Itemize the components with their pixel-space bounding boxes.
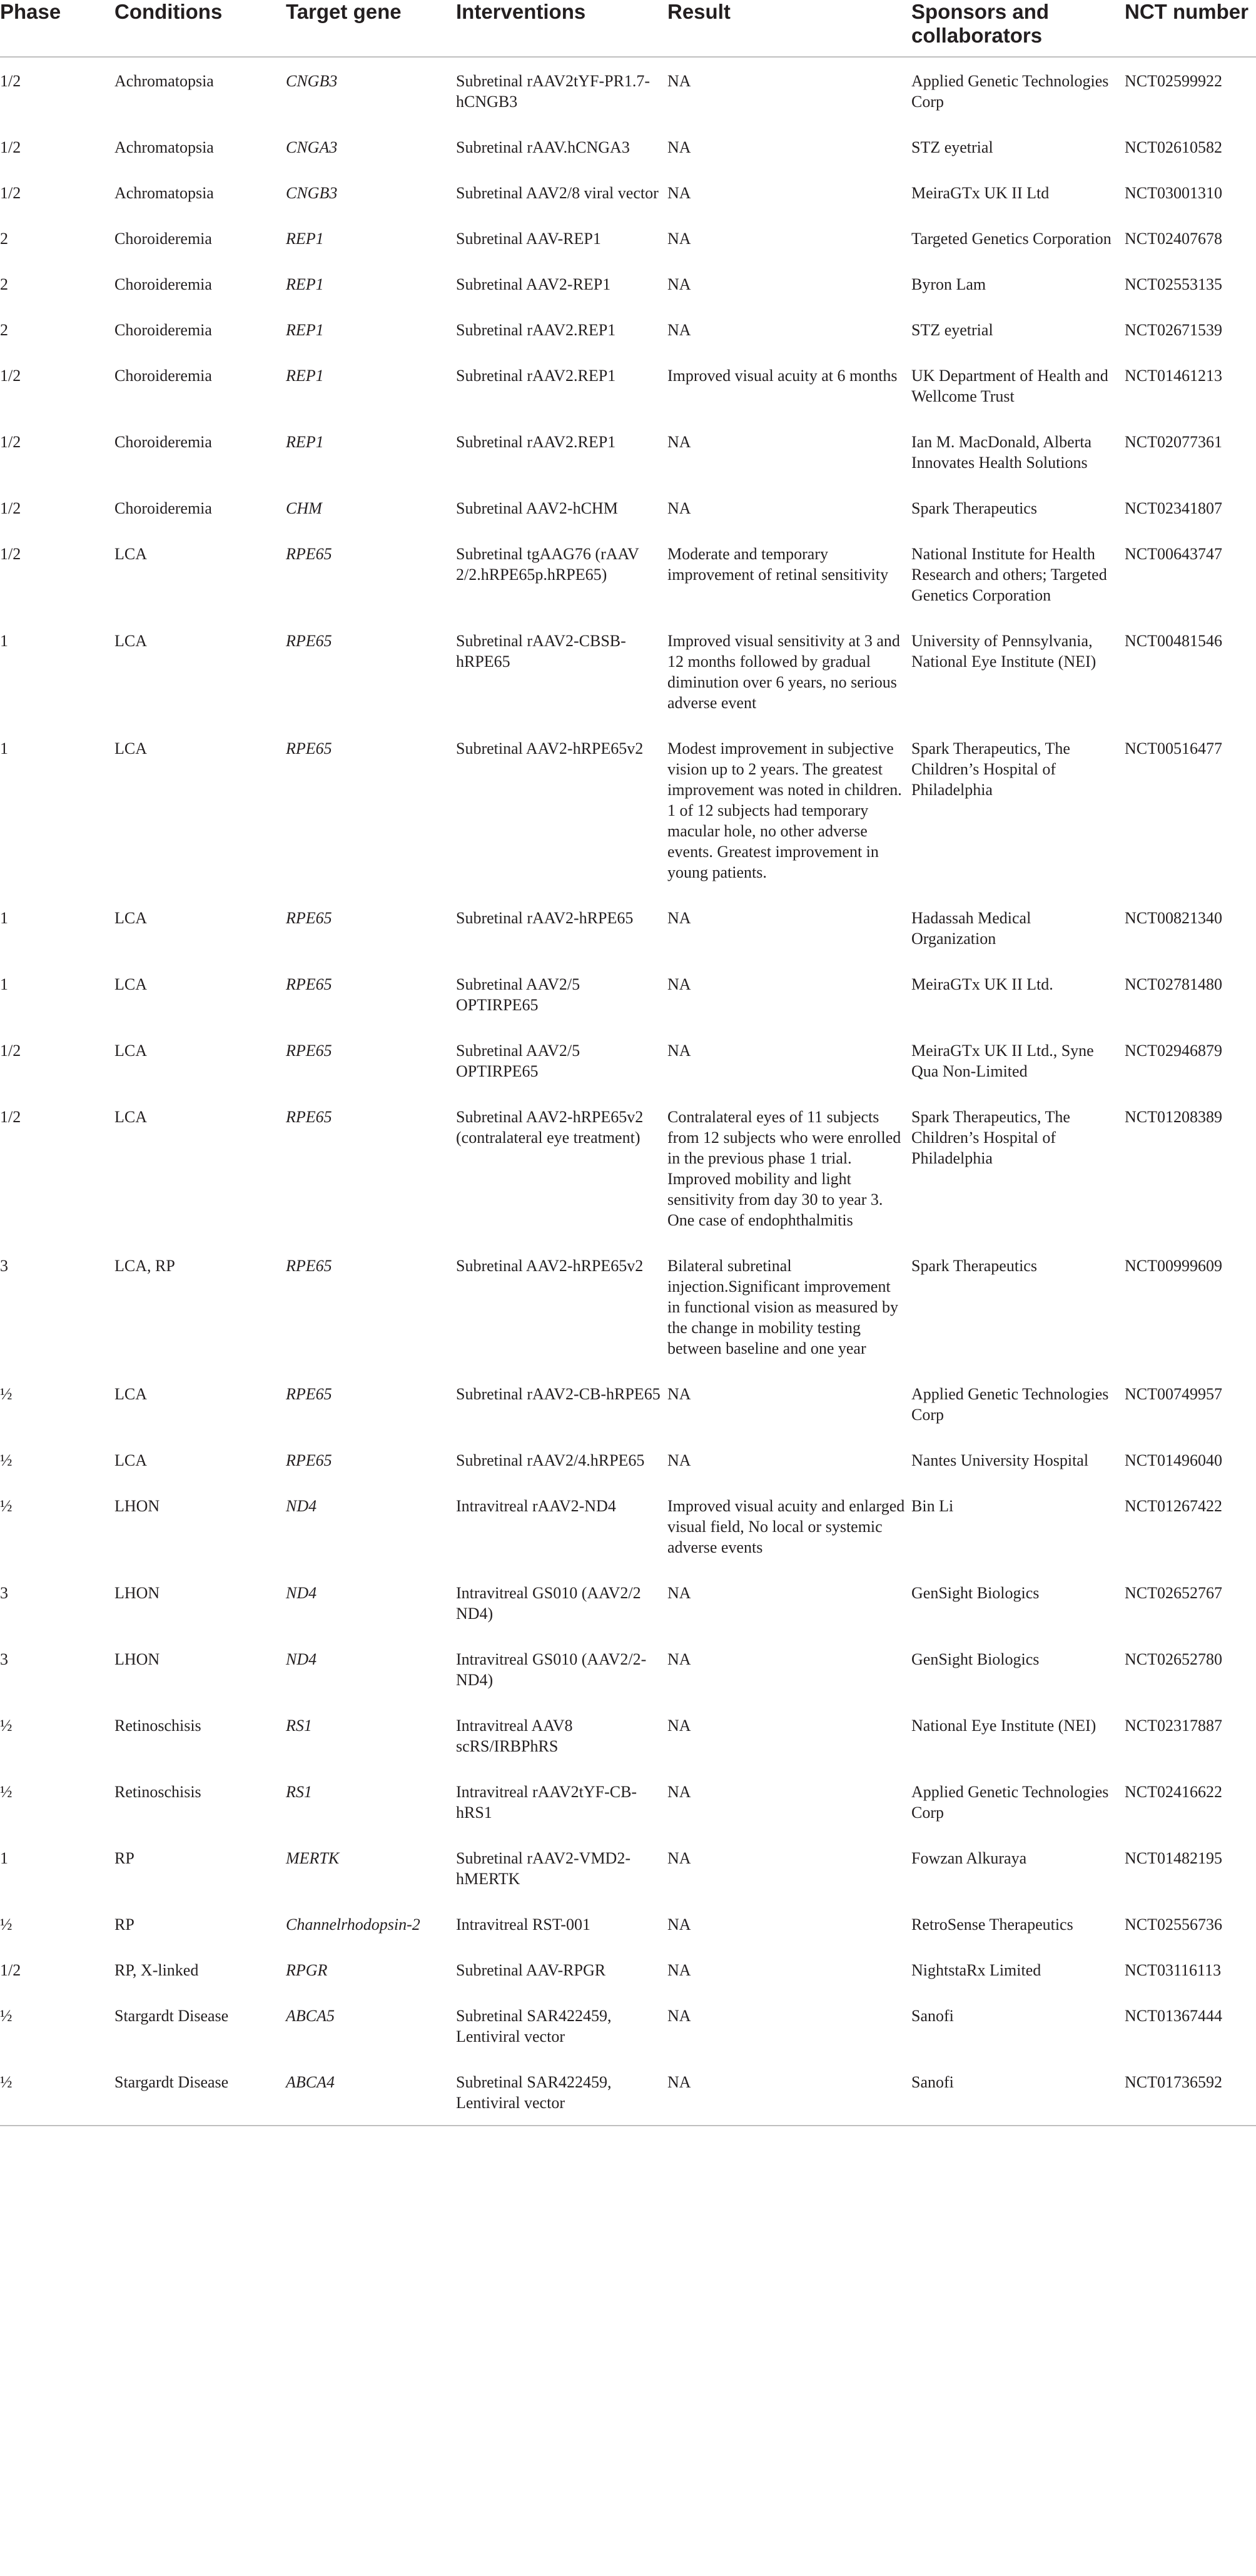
sponsor-cell: Applied Genetic Technologies Corp xyxy=(911,1783,1109,1822)
phase-cell: 1 xyxy=(0,632,8,650)
intervention-cell: Intravitreal RST-001 xyxy=(456,1915,590,1934)
table-row xyxy=(0,1483,1256,1569)
nct-number-cell: NCT00516477 xyxy=(1125,739,1222,758)
header-conditions: Conditions xyxy=(114,0,286,57)
phase-cell: ½ xyxy=(0,1716,13,1735)
intervention-cell: Subretinal AAV2/5 OPTIRPE65 xyxy=(456,1042,580,1080)
nct-number-cell: NCT03116113 xyxy=(1125,1961,1222,1979)
intervention-cell: Subretinal AAV2-hRPE65v2 xyxy=(456,1257,644,1275)
condition-cell: LHON xyxy=(114,1650,160,1668)
table-row xyxy=(0,307,1256,352)
result-cell: NA xyxy=(667,1783,691,1801)
intervention-cell: Subretinal AAV2-hRPE65v2 xyxy=(456,739,644,758)
intervention-cell: Subretinal SAR422459, Lentiviral vector xyxy=(456,2007,612,2046)
result-cell: NA xyxy=(667,72,691,90)
target-gene-cell: REP1 xyxy=(286,367,324,385)
sponsor-cell: Byron Lam xyxy=(911,275,986,293)
sponsor-cell: Applied Genetic Technologies Corp xyxy=(911,72,1109,111)
intervention-cell: Subretinal AAV2-hCHM xyxy=(456,499,618,517)
condition-cell: Choroideremia xyxy=(114,499,212,517)
table-row xyxy=(0,1992,1256,2059)
phase-cell: ½ xyxy=(0,1497,13,1515)
target-gene-cell: MERTK xyxy=(286,1849,340,1867)
intervention-cell: Subretinal rAAV2.REP1 xyxy=(456,433,616,451)
condition-cell: Choroideremia xyxy=(114,367,212,385)
target-gene-cell: ND4 xyxy=(286,1584,317,1602)
nct-number-cell: NCT00481546 xyxy=(1125,632,1222,650)
target-gene-cell: Channelrhodopsin-2 xyxy=(286,1915,420,1934)
sponsor-cell: Targeted Genetics Corporation xyxy=(911,230,1112,248)
condition-cell: LCA xyxy=(114,1451,147,1469)
sponsor-cell: Spark Therapeutics xyxy=(911,1257,1037,1275)
sponsor-cell: STZ eyetrial xyxy=(911,321,993,339)
target-gene-cell: RPE65 xyxy=(286,975,332,993)
condition-cell: LHON xyxy=(114,1584,160,1602)
target-gene-cell: CNGB3 xyxy=(286,72,338,90)
result-cell: NA xyxy=(667,2007,691,2025)
header-nct-number: NCT number xyxy=(1125,0,1256,57)
sponsor-cell: Ian M. MacDonald, Alberta Innovates Health Solutions xyxy=(911,433,1092,472)
phase-cell: ½ xyxy=(0,1783,13,1801)
nct-number-cell: NCT01461213 xyxy=(1125,367,1222,385)
result-cell: NA xyxy=(667,499,691,517)
table-row xyxy=(0,1371,1256,1437)
phase-cell: ½ xyxy=(0,2007,13,2025)
table-body xyxy=(0,57,1256,2126)
table-header xyxy=(0,0,1256,57)
target-gene-cell: ND4 xyxy=(286,1650,317,1668)
nct-number-cell: NCT00821340 xyxy=(1125,909,1222,927)
table-row xyxy=(0,1901,1256,1947)
result-cell: NA xyxy=(667,184,691,202)
condition-cell: LCA xyxy=(114,975,147,993)
condition-cell: Choroideremia xyxy=(114,275,212,293)
sponsor-cell: MeiraGTx UK II Ltd. xyxy=(911,975,1053,993)
result-cell: NA xyxy=(667,1385,691,1403)
sponsor-cell: Nantes University Hospital xyxy=(911,1451,1089,1469)
result-cell: NA xyxy=(667,321,691,339)
phase-cell: 1/2 xyxy=(0,72,21,90)
target-gene-cell: CNGA3 xyxy=(286,138,338,156)
phase-cell: 1/2 xyxy=(0,138,21,156)
nct-number-cell: NCT02652780 xyxy=(1125,1650,1222,1668)
intervention-cell: Subretinal AAV2/5 OPTIRPE65 xyxy=(456,975,580,1014)
phase-cell: 1/2 xyxy=(0,1108,21,1126)
intervention-cell: Subretinal rAAV2-hRPE65 xyxy=(456,909,634,927)
sponsor-cell: GenSight Biologics xyxy=(911,1650,1040,1668)
phase-cell: 1/2 xyxy=(0,367,21,385)
target-gene-cell: RS1 xyxy=(286,1783,312,1801)
result-cell: NA xyxy=(667,1716,691,1735)
condition-cell: Achromatopsia xyxy=(114,138,214,156)
intervention-cell: Subretinal AAV2-REP1 xyxy=(456,275,611,293)
target-gene-cell: CNGB3 xyxy=(286,184,338,202)
sponsor-cell: MeiraGTx UK II Ltd xyxy=(911,184,1050,202)
table-row xyxy=(0,961,1256,1027)
condition-cell: Choroideremia xyxy=(114,321,212,339)
condition-cell: Retinoschisis xyxy=(114,1783,201,1801)
phase-cell: 1/2 xyxy=(0,433,21,451)
sponsor-cell: University of Pennsylvania, National Eye Institute (NEI) xyxy=(911,632,1096,671)
table-row xyxy=(0,1027,1256,1093)
header-interventions: Interventions xyxy=(456,0,667,57)
result-cell: NA xyxy=(667,1584,691,1602)
phase-cell: 1/2 xyxy=(0,1961,21,1979)
sponsor-cell: GenSight Biologics xyxy=(911,1584,1040,1602)
condition-cell: Achromatopsia xyxy=(114,184,214,202)
nct-number-cell: NCT02416622 xyxy=(1125,1783,1222,1801)
sponsor-cell: Applied Genetic Technologies Corp xyxy=(911,1385,1109,1424)
target-gene-cell: RPE65 xyxy=(286,632,332,650)
intervention-cell: Subretinal AAV2-hRPE65v2 (contralateral eye treatment) xyxy=(456,1108,644,1147)
nct-number-cell: NCT00643747 xyxy=(1125,545,1222,563)
table-row xyxy=(0,215,1256,261)
nct-number-cell: NCT00749957 xyxy=(1125,1385,1222,1403)
sponsor-cell: Sanofi xyxy=(911,2059,1125,2126)
result-cell: NA xyxy=(667,1915,691,1934)
intervention-cell: Subretinal rAAV2/4.hRPE65 xyxy=(456,1451,645,1469)
result-cell: Moderate and temporary improvement of retinal sensitivity xyxy=(667,545,889,584)
nct-number-cell: NCT02317887 xyxy=(1125,1716,1222,1735)
nct-number-cell: NCT01267422 xyxy=(1125,1497,1222,1515)
phase-cell: 2 xyxy=(0,321,8,339)
target-gene-cell: ND4 xyxy=(286,1497,317,1515)
sponsor-cell: STZ eyetrial xyxy=(911,138,993,156)
nct-number-cell: NCT02781480 xyxy=(1125,975,1222,993)
result-cell: NA xyxy=(667,909,691,927)
target-gene-cell: RPE65 xyxy=(286,909,332,927)
intervention-cell: Subretinal rAAV2.REP1 xyxy=(456,367,616,385)
header-row xyxy=(0,0,1256,57)
table-row xyxy=(0,57,1256,124)
intervention-cell: Subretinal rAAV2-CB-hRPE65 xyxy=(456,1385,661,1403)
table-row xyxy=(0,170,1256,215)
target-gene-cell: ABCA5 xyxy=(286,2007,335,2025)
phase-cell: 3 xyxy=(0,1650,8,1668)
target-gene-cell: ABCA4 xyxy=(286,2059,456,2126)
result-cell: NA xyxy=(667,275,691,293)
nct-number-cell: NCT01496040 xyxy=(1125,1451,1222,1469)
intervention-cell: Subretinal rAAV2-VMD2-hMERTK xyxy=(456,1849,631,1888)
sponsor-cell: Spark Therapeutics, The Children’s Hospital of Philadelphia xyxy=(911,1108,1070,1167)
sponsor-cell: Hadassah Medical Organization xyxy=(911,909,1031,948)
nct-number-cell: NCT01482195 xyxy=(1125,1849,1222,1867)
result-cell: Bilateral subretinal injection.Significant improvement in functional vision as measured by the change in mobility testing between baseline and one year xyxy=(667,1257,898,1357)
intervention-cell: Subretinal rAAV2tYF-PR1.7-hCNGB3 xyxy=(456,72,651,111)
table-row xyxy=(0,530,1256,617)
intervention-cell: Intravitreal rAAV2-ND4 xyxy=(456,1497,616,1515)
table-row xyxy=(0,1835,1256,1901)
target-gene-cell: REP1 xyxy=(286,433,324,451)
intervention-cell: Intravitreal AAV8 scRS/IRBPhRS xyxy=(456,1716,573,1755)
intervention-cell: Subretinal SAR422459, Lentiviral vector xyxy=(456,2059,667,2126)
condition-cell: LCA xyxy=(114,739,147,758)
target-gene-cell: REP1 xyxy=(286,275,324,293)
intervention-cell: Intravitreal rAAV2tYF-CB-hRS1 xyxy=(456,1783,637,1822)
target-gene-cell: REP1 xyxy=(286,230,324,248)
nct-number-cell: NCT02077361 xyxy=(1125,433,1222,451)
intervention-cell: Subretinal tgAAG76 (rAAV 2/2.hRPE65p.hRPE65) xyxy=(456,545,639,584)
condition-cell: LCA xyxy=(114,1108,147,1126)
result-cell: Contralateral eyes of 11 subjects from 12 subjects who were enrolled in the previous phase 1 trial. Improved mobility and light sensitivity from day 30 to year 3. One case of endophthalmitis xyxy=(667,1108,901,1229)
header-result: Result xyxy=(667,0,911,57)
nct-number-cell: NCT01208389 xyxy=(1125,1108,1222,1126)
intervention-cell: Subretinal rAAV.hCNGA3 xyxy=(456,138,630,156)
condition-cell: Stargardt Disease xyxy=(114,2059,286,2126)
target-gene-cell: RS1 xyxy=(286,1716,312,1735)
table-row xyxy=(0,725,1256,895)
table-row xyxy=(0,352,1256,418)
nct-number-cell: NCT02652767 xyxy=(1125,1584,1222,1602)
header-sponsors: Sponsors and collaborators xyxy=(911,0,1125,57)
nct-number-cell: NCT02407678 xyxy=(1125,230,1222,248)
condition-cell: RP xyxy=(114,1849,134,1867)
table-row xyxy=(0,1702,1256,1768)
phase-cell: ½ xyxy=(0,1915,13,1934)
condition-cell: Retinoschisis xyxy=(114,1716,201,1735)
table-row xyxy=(0,261,1256,307)
nct-number-cell: NCT02610582 xyxy=(1125,138,1222,156)
condition-cell: RP xyxy=(114,1915,134,1934)
sponsor-cell: National Eye Institute (NEI) xyxy=(911,1716,1096,1735)
result-cell: Modest improvement in subjective vision up to 2 years. The greatest improvement was noted in children. 1 of 12 subjects had temporary macular hole, no other adverse events. Greatest improvement in young patients. xyxy=(667,739,902,881)
table-row xyxy=(0,1768,1256,1835)
condition-cell: LHON xyxy=(114,1497,160,1515)
condition-cell: Achromatopsia xyxy=(114,72,214,90)
condition-cell: Choroideremia xyxy=(114,230,212,248)
condition-cell: RP, X-linked xyxy=(114,1961,199,1979)
table-row xyxy=(0,485,1256,530)
table-row xyxy=(0,418,1256,485)
target-gene-cell: RPE65 xyxy=(286,1108,332,1126)
sponsor-cell: NightstaRx Limited xyxy=(911,1961,1041,1979)
phase-cell: 2 xyxy=(0,230,8,248)
table-row xyxy=(0,1947,1256,1992)
sponsor-cell: National Institute for Health Research and others; Targeted Genetics Corporation xyxy=(911,545,1107,604)
nct-number-cell: NCT02946879 xyxy=(1125,1042,1222,1060)
condition-cell: LCA xyxy=(114,1042,147,1060)
phase-cell: 3 xyxy=(0,1257,8,1275)
table-row xyxy=(0,895,1256,961)
phase-cell: 1/2 xyxy=(0,545,21,563)
sponsor-cell: Sanofi xyxy=(911,2007,954,2025)
intervention-cell: Intravitreal GS010 (AAV2/2 ND4) xyxy=(456,1584,641,1623)
phase-cell: 1 xyxy=(0,909,8,927)
intervention-cell: Intravitreal GS010 (AAV2/2-ND4) xyxy=(456,1650,647,1689)
target-gene-cell: RPE65 xyxy=(286,545,332,563)
table-row xyxy=(0,617,1256,725)
table-row xyxy=(0,2059,1256,2126)
result-cell: NA xyxy=(667,230,691,248)
condition-cell: Stargardt Disease xyxy=(114,2007,229,2025)
sponsor-cell: RetroSense Therapeutics xyxy=(911,1915,1073,1934)
result-cell: NA xyxy=(667,1849,691,1867)
header-target-gene: Target gene xyxy=(286,0,456,57)
target-gene-cell: RPE65 xyxy=(286,1042,332,1060)
phase-cell: ½ xyxy=(0,2059,114,2126)
result-cell: NA xyxy=(667,1042,691,1060)
nct-number-cell: NCT01367444 xyxy=(1125,2007,1222,2025)
intervention-cell: Subretinal AAV2/8 viral vector xyxy=(456,184,659,202)
nct-number-cell: NCT01736592 xyxy=(1125,2059,1256,2126)
result-cell: NA xyxy=(667,1961,691,1979)
phase-cell: 3 xyxy=(0,1584,8,1602)
nct-number-cell: NCT00999609 xyxy=(1125,1257,1222,1275)
intervention-cell: Subretinal rAAV2.REP1 xyxy=(456,321,616,339)
phase-cell: ½ xyxy=(0,1451,13,1469)
table-row xyxy=(0,124,1256,170)
condition-cell: LCA xyxy=(114,909,147,927)
intervention-cell: Subretinal AAV-REP1 xyxy=(456,230,601,248)
phase-cell: 1 xyxy=(0,739,8,758)
result-cell: NA xyxy=(667,1650,691,1668)
phase-cell: ½ xyxy=(0,1385,13,1403)
sponsor-cell: Fowzan Alkuraya xyxy=(911,1849,1027,1867)
result-cell: Improved visual acuity and enlarged visual field, No local or systemic adverse events xyxy=(667,1497,905,1556)
sponsor-cell: MeiraGTx UK II Ltd., Syne Qua Non-Limited xyxy=(911,1042,1094,1080)
target-gene-cell: RPE65 xyxy=(286,739,332,758)
target-gene-cell: RPE65 xyxy=(286,1257,332,1275)
condition-cell: Choroideremia xyxy=(114,433,212,451)
sponsor-cell: Spark Therapeutics xyxy=(911,499,1037,517)
nct-number-cell: NCT02553135 xyxy=(1125,275,1222,293)
sponsor-cell: Bin Li xyxy=(911,1497,954,1515)
result-cell: Improved visual sensitivity at 3 and 12 months followed by gradual diminution over 6 years, no serious adverse event xyxy=(667,632,900,712)
table-row xyxy=(0,1636,1256,1702)
phase-cell: 1/2 xyxy=(0,184,21,202)
target-gene-cell: REP1 xyxy=(286,321,324,339)
phase-cell: 1 xyxy=(0,1849,8,1867)
condition-cell: LCA xyxy=(114,1385,147,1403)
sponsor-cell: UK Department of Health and Wellcome Trust xyxy=(911,367,1108,405)
result-cell: NA xyxy=(667,1451,691,1469)
nct-number-cell: NCT02556736 xyxy=(1125,1915,1222,1934)
target-gene-cell: RPGR xyxy=(286,1961,328,1979)
intervention-cell: Subretinal rAAV2-CBSB-hRPE65 xyxy=(456,632,626,671)
result-cell: Improved visual acuity at 6 months xyxy=(667,367,898,385)
sponsor-cell: Spark Therapeutics, The Children’s Hospital of Philadelphia xyxy=(911,739,1070,799)
phase-cell: 1/2 xyxy=(0,1042,21,1060)
condition-cell: LCA xyxy=(114,632,147,650)
phase-cell: 1 xyxy=(0,975,8,993)
nct-number-cell: NCT02341807 xyxy=(1125,499,1222,517)
target-gene-cell: RPE65 xyxy=(286,1451,332,1469)
phase-cell: 2 xyxy=(0,275,8,293)
result-cell: NA xyxy=(667,2059,911,2126)
phase-cell: 1/2 xyxy=(0,499,21,517)
table-row xyxy=(0,1242,1256,1371)
header-phase: Phase xyxy=(0,0,114,57)
table-row xyxy=(0,1093,1256,1242)
target-gene-cell: RPE65 xyxy=(286,1385,332,1403)
condition-cell: LCA xyxy=(114,545,147,563)
result-cell: NA xyxy=(667,138,691,156)
target-gene-cell: CHM xyxy=(286,499,322,517)
intervention-cell: Subretinal AAV-RPGR xyxy=(456,1961,606,1979)
result-cell: NA xyxy=(667,975,691,993)
result-cell: NA xyxy=(667,433,691,451)
table-row xyxy=(0,1437,1256,1483)
condition-cell: LCA, RP xyxy=(114,1257,175,1275)
nct-number-cell: NCT03001310 xyxy=(1125,184,1222,202)
table-row xyxy=(0,1569,1256,1636)
nct-number-cell: NCT02671539 xyxy=(1125,321,1222,339)
nct-number-cell: NCT02599922 xyxy=(1125,72,1222,90)
